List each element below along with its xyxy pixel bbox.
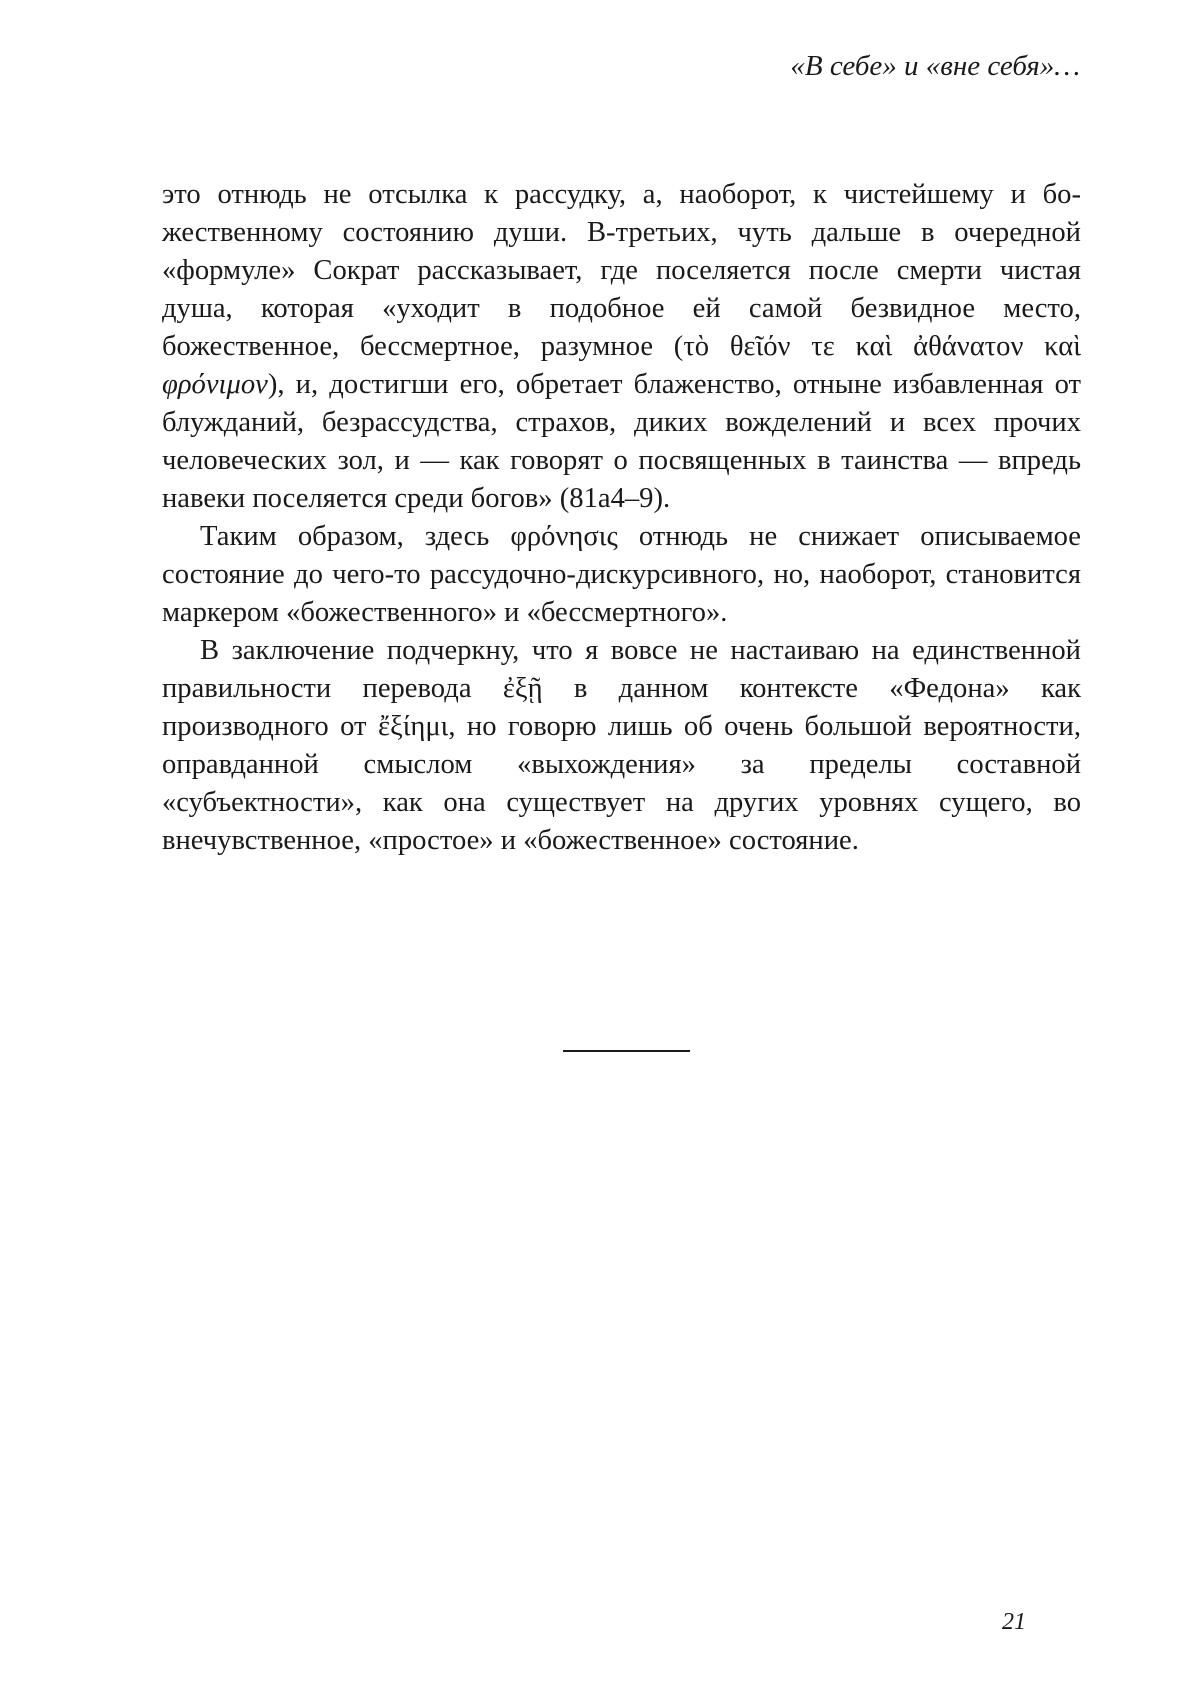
paragraph bbox=[162, 176, 1081, 518]
page-number: 21 bbox=[1002, 1609, 1026, 1635]
section-end-rule bbox=[563, 1050, 690, 1052]
paragraph-text: ), и, достигши его, обретает блаженство, отныне избавленная от блужданий, безрассудства, страхов, диких вожделений и всех прочих человеческих зол, и — как говорят о посвященных в таинства — впредь навеки поселяется среди богов» (81a4–9). bbox=[162, 369, 1081, 514]
main-text bbox=[162, 176, 1081, 860]
paragraph-text: это отнюдь не отсылка к рассудку, а, наоборот, к чистейшему и божественному состоянию души. В-третьих, чуть дальше в очередной «формуле» Сократ рассказывает, где поселяется после смерти чистая душа, которая «уходит в подобное ей самой безвидное место, божественное, бессмертное, разумное (τὸ θεῖόν τε καὶ ἀθάνατον καὶ bbox=[162, 179, 1081, 362]
paragraph: В заключение подчеркну, что я вовсе не настаиваю на единственной правильности перевода ἐξῇ в данном контексте «Федона» как производного от ἔξίημι, но говорю лишь об очень большой вероятности, оправданной смыслом «выхождения» за пределы составной «субъектности», как она существует на других уровнях сущего, во внечувственное, «простое» и «божественное» состояние. bbox=[162, 635, 1081, 856]
paragraph: Таким образом, здесь φρόνησις отнюдь не снижает описываемое состояние до чего-то рассудочно-дискурсивного, но, наоборот, становится маркером «божественного» и «бессмертного». bbox=[162, 521, 1081, 628]
running-head: «В себе» и «вне себя»… bbox=[790, 50, 1080, 82]
greek-term-italic: φρόνιμον bbox=[162, 369, 268, 400]
